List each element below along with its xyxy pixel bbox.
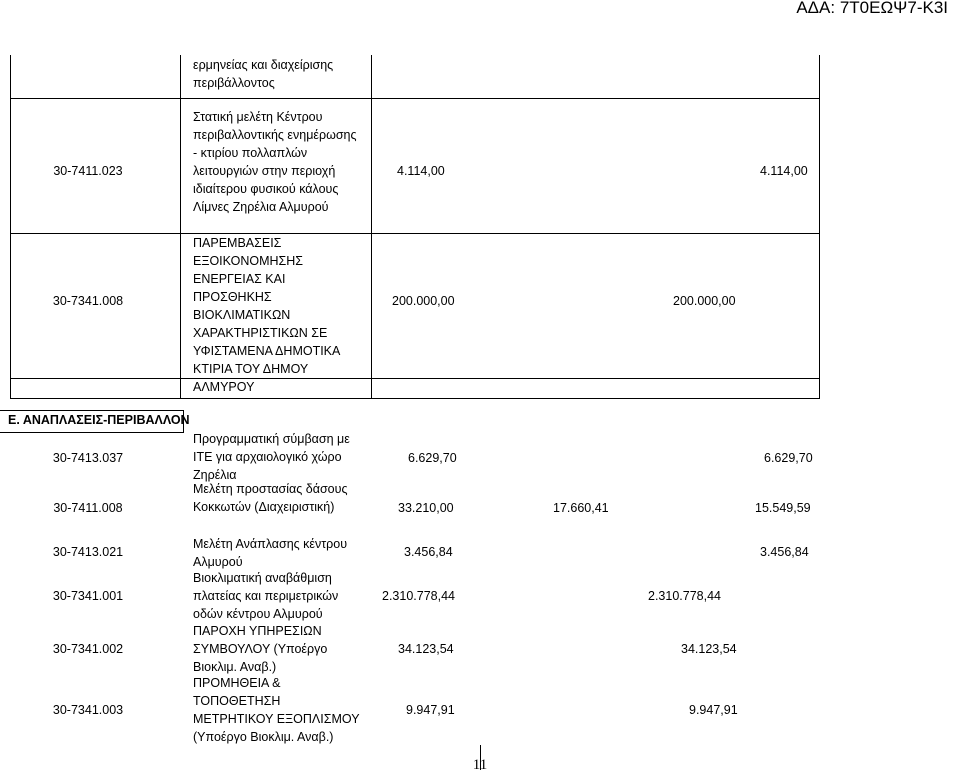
amount-b: 2.310.778,44 <box>648 589 721 603</box>
amount-a: 6.629,70 <box>408 451 457 465</box>
row-code: 30-7413.021 <box>52 545 124 559</box>
row-code: 30-7411.008 <box>53 501 123 515</box>
amount-a: 3.456,84 <box>404 545 453 559</box>
amount-c: 4.114,00 <box>760 164 808 178</box>
ada-code: ΑΔΑ: 7Τ0ΕΩΨ7-Κ3Ι <box>796 0 948 17</box>
amount-c: 15.549,59 <box>755 501 811 515</box>
row-code: 30-7341.002 <box>52 642 124 656</box>
row-description: ΠΑΡΕΜΒΑΣΕΙΣ ΕΞΟΙΚΟΝΟΜΗΣΗΣ ΕΝΕΡΓΕΙΑΣ ΚΑΙ ΠΡΟΣΘΗΚΗΣ ΒΙΟΚΛΙΜΑΤΙΚΩΝ ΧΑΡΑΚΤΗΡΙΣΤΙΚΩΝ ΣΕ ΥΦΙΣΤΑΜΕΝΑ ΔΗΜΟΤΙΚΑ ΚΤΙΡΙΑ ΤΟΥ ΔΗΜΟΥ ΑΛΜΥΡΟΥ <box>193 236 340 394</box>
row-code: 30-7413.037 <box>52 451 124 465</box>
row-code: 30-7411.023 <box>53 164 123 178</box>
amount-b: 200.000,00 <box>673 294 736 308</box>
row-description: Μελέτη Ανάπλασης κέντρου Αλμυρού <box>193 537 348 569</box>
row-code: 30-7341.008 <box>52 294 124 308</box>
page-number: 11 <box>472 757 488 773</box>
amount-c: 3.456,84 <box>760 545 809 559</box>
row-description: ΠΡΟΜΗΘΕΙΑ & ΤΟΠΟΘΕΤΗΣΗ ΜΕΤΡΗΤΙΚΟΥ ΕΞΟΠΛΙΣΜΟΥ (Υποέργο Βιοκλιμ. Αναβ.) <box>193 676 360 744</box>
row-code: 30-7341.003 <box>52 703 124 717</box>
amount-a: 9.947,91 <box>406 703 455 717</box>
amount-a: 33.210,00 <box>398 501 454 515</box>
row-description: Μελέτη προστασίας δάσους Κοκκωτών (Διαχειριστική) <box>193 482 348 514</box>
row-description: Προγραμματική σύμβαση με ΙΤΕ για αρχαιολογικό χώρο Ζηρέλια <box>193 432 350 482</box>
amount-a: 4.114,00 <box>397 164 445 178</box>
row-description: ερμηνείας και διαχείρισης περιβάλλοντος <box>193 58 334 90</box>
row-description: Στατική μελέτη Κέντρου περιβαλλοντικής ενημέρωσης - κτιρίου πολλαπλών λειτουργιών στην περιοχή ιδιαίτερου φυσικού κάλους Λίμνες Ζηρέλια Αλμυρού <box>193 110 357 214</box>
amount-a: 34.123,54 <box>398 642 454 656</box>
amount-a: 200.000,00 <box>392 294 455 308</box>
amount-c: 6.629,70 <box>764 451 813 465</box>
row-description: ΠΑΡΟΧΗ ΥΠΗΡΕΣΙΩΝ ΣΥΜΒΟΥΛΟΥ (Υποέργο Βιοκλιμ. Αναβ.) <box>193 624 328 674</box>
amount-b: 17.660,41 <box>553 501 609 515</box>
amount-b: 9.947,91 <box>689 703 738 717</box>
row-description: Βιοκλιματική αναβάθμιση πλατείας και περιμετρικών οδών κέντρου Αλμυρού <box>193 571 339 621</box>
amount-b: 34.123,54 <box>681 642 737 656</box>
amount-a: 2.310.778,44 <box>382 589 455 603</box>
section-title: Ε. ΑΝΑΠΛΑΣΕΙΣ-ΠΕΡΙΒΑΛΛΟΝ <box>8 413 190 427</box>
row-code: 30-7341.001 <box>52 589 124 603</box>
